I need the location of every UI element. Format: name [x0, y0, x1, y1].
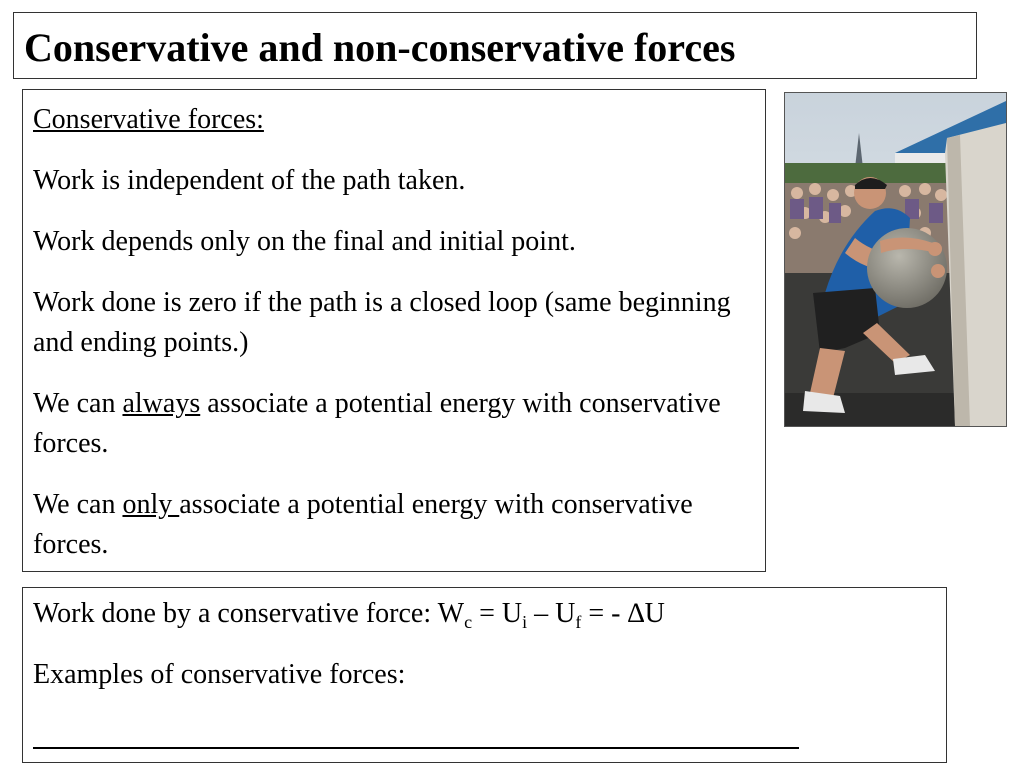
bullet-always [33, 384, 757, 464]
text-fragment: = - ∆U [581, 598, 665, 629]
subscript-f: f [575, 612, 582, 632]
bullet-only [33, 485, 757, 565]
emphasis-only: only [122, 489, 180, 520]
text-fragment: associate a potential energy with conservative forces. [33, 489, 693, 560]
text-fragment: – U [527, 598, 576, 629]
formula-text [33, 594, 938, 749]
title-box [13, 12, 977, 79]
strongman-lifting-stone-photo-icon [785, 93, 1006, 426]
conservative-work-formula [33, 594, 938, 634]
text-fragment: = U [472, 598, 523, 629]
bullet-closed-loop: Work done is zero if the path is a closed loop (same beginning and ending points.) [33, 287, 731, 358]
bullet-endpoints: Work depends only on the final and initial point. [33, 226, 576, 257]
text-fragment: We can [33, 489, 123, 520]
conservative-forces-box [22, 89, 766, 572]
answer-blank-line [33, 747, 799, 749]
conservative-forces-text [33, 100, 757, 586]
subscript-i: i [522, 612, 528, 632]
examples-label: Examples of conservative forces: [33, 659, 406, 690]
strongman-photo [784, 92, 1007, 427]
text-fragment: Work done by a conservative force: W [33, 598, 465, 629]
emphasis-always: always [122, 388, 201, 419]
text-fragment: We can [33, 388, 123, 419]
formula-box [22, 587, 947, 763]
subscript-c: c [464, 612, 473, 632]
section-heading: Conservative forces: [33, 104, 264, 135]
bullet-path-independent: Work is independent of the path taken. [33, 165, 466, 196]
page-title: Conservative and non-conservative forces [24, 25, 736, 70]
text-fragment: associate a potential energy with conservative forces. [33, 388, 721, 459]
